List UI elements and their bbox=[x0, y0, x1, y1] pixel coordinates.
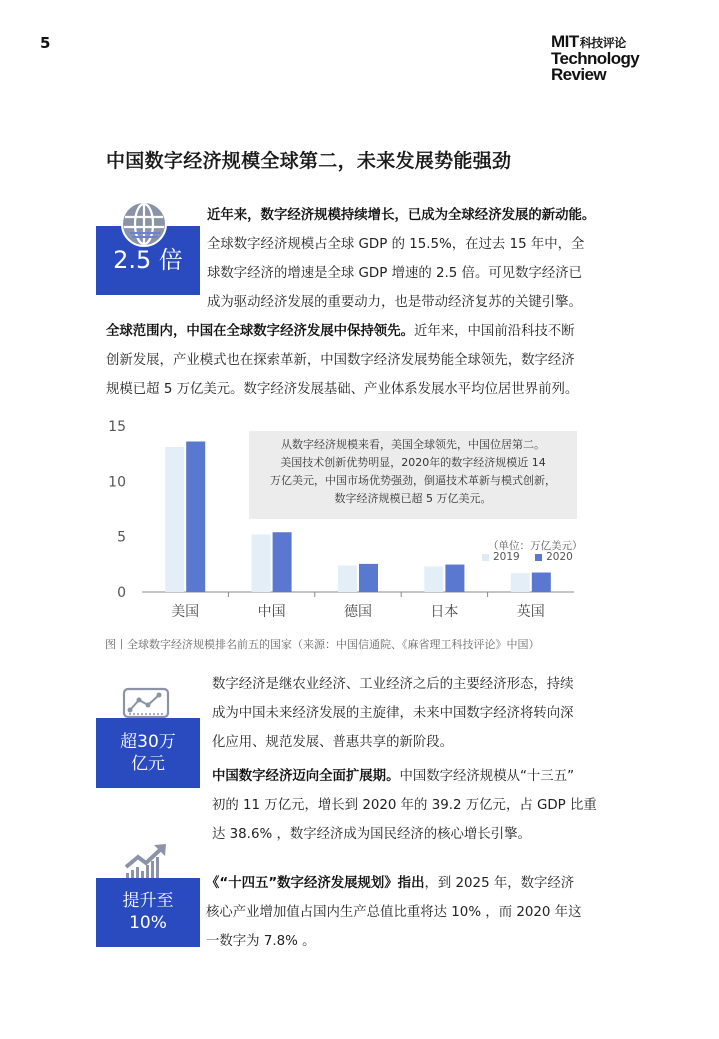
page-number: 5 bbox=[40, 34, 51, 52]
y-tick-label: 0 bbox=[117, 585, 126, 601]
chart-board-icon bbox=[121, 686, 171, 720]
section1-text bbox=[207, 201, 627, 317]
badge3-line2: 10% bbox=[129, 913, 167, 933]
bar-2019 bbox=[511, 573, 530, 592]
section1-line: 成为驱动经济发展的重要动力，也是带动经济复苏的关键引擎。 bbox=[207, 295, 582, 310]
annotation-line: 美国技术创新优势明显，2020年的数字经济规模近 14 bbox=[280, 456, 546, 469]
logo-cn: 科技评论 bbox=[579, 36, 626, 50]
bar-2019 bbox=[165, 447, 184, 592]
section2-lead-rest: 近年来，中国前沿科技不断 bbox=[413, 324, 575, 339]
section3-lead: 中国数字经济迈向全面扩展期。 bbox=[212, 769, 400, 784]
section3-line: 化应用、规范发展、普惠共享的新阶段。 bbox=[212, 735, 454, 750]
badge-10-percent bbox=[96, 878, 200, 947]
y-tick-label: 10 bbox=[108, 474, 126, 491]
section2-line: 规模已超 5 万亿美元。数字经济发展基础、产业体系发展水平均位居世界前列。 bbox=[106, 382, 579, 397]
section1-line: 球数字经济的增速是全球 GDP 增速的 2.5 倍。可见数字经济已 bbox=[207, 266, 583, 281]
annotation-line: 数字经济规模已超 5 万亿美元。 bbox=[334, 492, 492, 505]
section4-lead: 《“十四五”数字经济发展规划》指出 bbox=[206, 876, 425, 891]
chart-annotation bbox=[249, 431, 577, 519]
bar-2019 bbox=[338, 565, 357, 592]
bar-2020 bbox=[186, 441, 205, 592]
section3-text bbox=[212, 670, 632, 849]
x-tick-label: 英国 bbox=[516, 604, 545, 620]
x-tick-label: 美国 bbox=[171, 604, 200, 620]
chart-caption: 图丨全球数字经济规模排名前五的国家（来源：中国信通院、《麻省理工科技评论》中国） bbox=[105, 638, 540, 651]
legend-label-2020: 2020 bbox=[546, 551, 573, 563]
logo-review: Review bbox=[551, 65, 606, 84]
x-tick-label: 中国 bbox=[257, 604, 286, 620]
x-tick-label: 德国 bbox=[344, 604, 372, 620]
logo-mit: MIT bbox=[551, 32, 579, 51]
section1-line: 全球数字经济规模占全球 GDP 的 15.5%，在过去 15 年中，全 bbox=[207, 237, 585, 252]
badge-30-trillion bbox=[96, 718, 200, 788]
section2-line: 创新发展，产业模式也在探索革新，中国数字经济发展势能全球领先，数字经济 bbox=[106, 353, 575, 368]
logo-technology: Technology bbox=[551, 49, 640, 68]
section2-text bbox=[106, 317, 626, 404]
section3-line: 成为中国未来经济发展的主旋律，未来中国数字经济将转向深 bbox=[212, 706, 574, 721]
badge2-line2: 亿元 bbox=[131, 754, 165, 774]
bar-2020 bbox=[359, 564, 378, 592]
legend-swatch-2019 bbox=[482, 554, 489, 561]
bar-2020 bbox=[273, 532, 292, 592]
bar-2019 bbox=[252, 534, 271, 592]
mit-logo bbox=[551, 34, 647, 83]
page-title: 中国数字经济规模全球第二，未来发展势能强劲 bbox=[106, 150, 512, 172]
y-tick-label: 5 bbox=[117, 529, 126, 546]
section4-line: 核心产业增加值占国内生产总值比重将达 10% ，而 2020 年这 bbox=[206, 905, 582, 920]
bar-2019 bbox=[424, 567, 443, 592]
bar-2020 bbox=[532, 573, 551, 592]
growth-arrow-icon bbox=[124, 843, 168, 883]
globe-icon bbox=[120, 200, 168, 248]
x-tick-label: 日本 bbox=[430, 604, 459, 620]
section4-text bbox=[206, 869, 626, 956]
chart-legend bbox=[482, 551, 573, 563]
chart-unit: （单位：万亿美元） bbox=[488, 540, 583, 552]
section2-lead: 全球范围内，中国在全球数字经济发展中保持领先。 bbox=[106, 324, 414, 339]
section3-line: 数字经济是继农业经济、工业经济之后的主要经济形态，持续 bbox=[212, 677, 574, 692]
section3-line: 达 38.6% ，数字经济成为国民经济的核心增长引擎。 bbox=[212, 827, 531, 842]
annotation-line: 从数字经济规模来看，美国全球领先，中国位居第二。 bbox=[281, 438, 545, 451]
badge2-line1: 超30万 bbox=[120, 732, 176, 752]
section1-lead: 近年来，数字经济规模持续增长，已成为全球经济发展的新动能。 bbox=[207, 208, 596, 223]
section3-line: 初的 11 万亿元，增长到 2020 年的 39.2 万亿元，占 GDP 比重 bbox=[212, 798, 597, 813]
annotation-line: 万亿美元，中国市场优势强劲，倒逼技术革新与模式创新， bbox=[270, 474, 556, 487]
section3-lead-rest: 中国数字经济规模从“十三五” bbox=[399, 769, 575, 784]
section4-line: 一数字为 7.8% 。 bbox=[206, 934, 316, 949]
badge-2-5x: 2.5 倍 bbox=[96, 226, 200, 295]
legend-label-2019: 2019 bbox=[493, 551, 520, 563]
section4-lead-rest: ，到 2025 年，数字经济 bbox=[424, 876, 575, 891]
legend-swatch-2020 bbox=[535, 554, 542, 561]
badge3-line1: 提升至 bbox=[122, 891, 174, 911]
bar-2020 bbox=[445, 565, 464, 592]
y-tick-label: 15 bbox=[108, 419, 126, 435]
